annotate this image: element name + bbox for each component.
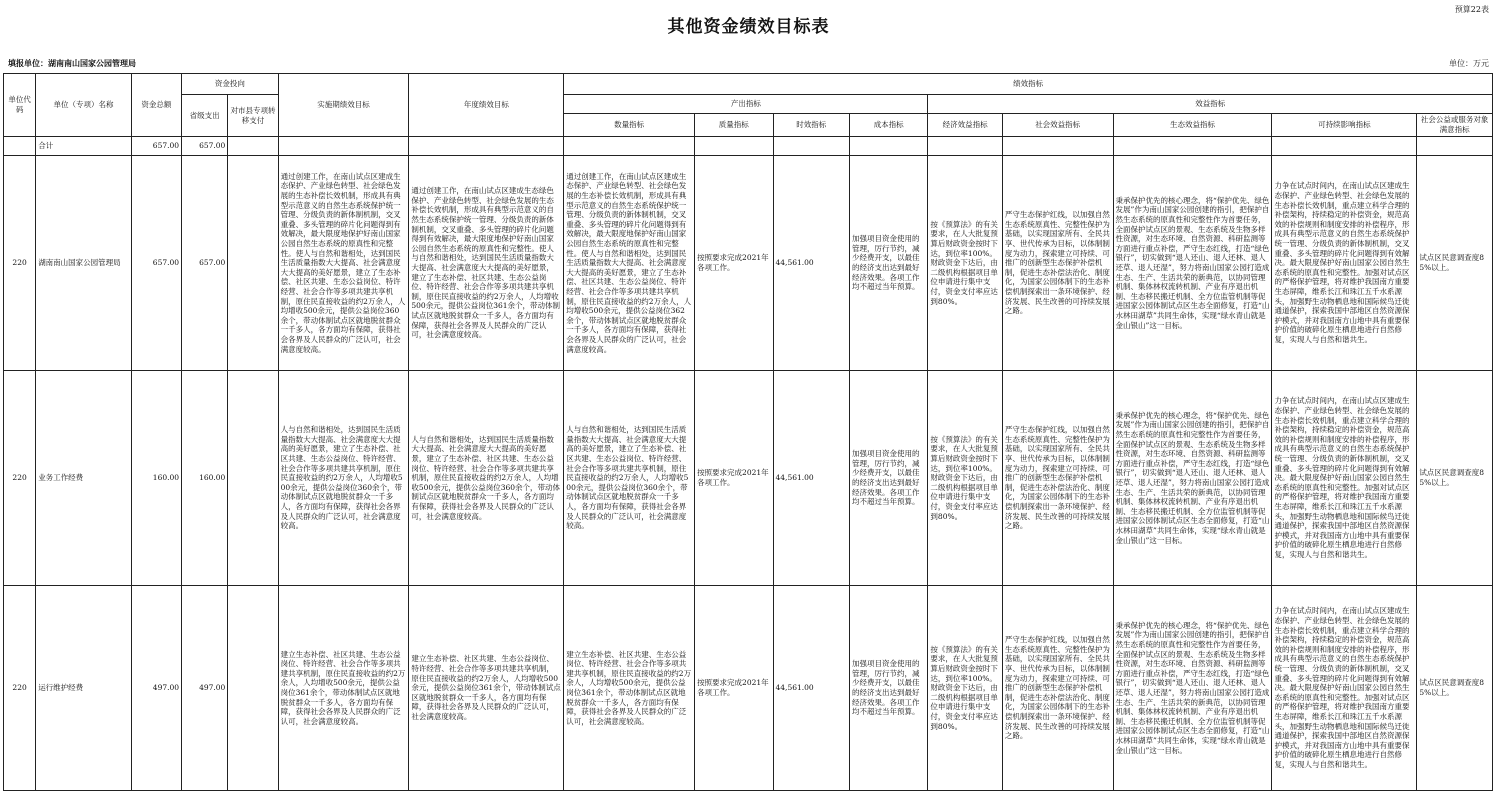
- header-timeliness: 时效指标: [773, 114, 849, 137]
- row-sustain: 力争在试点时间内，在南山试点区建成生态保护、产业绿色转型、社会绿色发展的生态补偿长效机制，重点建立科学合理的补偿架构，持续稳定的补偿资金，规范高效的补偿规则和制度安排的补偿程序，形成具有典型示范意义的自然生态系统保护统一管理、分级负责的新体制机制，交叉重叠、多头管理的碎片化问题得到有效解决。最大限度保护好南山国家公园自然生态系统的原真性和完整性。加强对试点区的严格保护管理，将对维护我国南方重要生态屏障，维系长江和珠江五千水系源头，加强野生动物栖息地和国际候鸟迁徙通道保护，探索我国中部地区自然资源保护模式，并对我国南方山地中具有重要保护价值的破碎化原生栖息地进行自然修复，实现人与自然和谐共生。: [1272, 156, 1417, 371]
- row-annual: 建立生态补偿、社区共建、生态公益岗位、特许经营、社会合作等多项共建共享机制，原住民直接收益的约2万余人，人均增收500余元，提供公益岗位361余个，带动体制试点区就地脱贫群众一千多人，各方面均有保障，获得社会各界及人民群众的广泛认可，社会满意度较高。: [409, 586, 564, 791]
- row-annual: 人与自然和谐相处，达到国民生活质量指数大大提高、社会满意度大大提高的美好愿景，建立了生态补偿、社区共建、生态公益岗位、特许经营、社会合作等多项共建共享机制，原住民直接收益的约2万余人，人均增收500余元，提供公益岗位360余个，带动体制试点区就地脱贫群众一千多人，各方面均有保障，获得社会各界及人民群众的广泛认可，社会满意度较高。: [409, 371, 564, 586]
- row-province: 160.00: [182, 371, 228, 586]
- header-economic: 经济效益指标: [928, 114, 1002, 137]
- page-number: 预算22表: [1454, 5, 1489, 14]
- row-timeliness: 44,561.00: [773, 371, 849, 586]
- total-code: [4, 137, 36, 156]
- row-social: 严守生态保护红线，以加强自然生态系统原真性、完整性保护为基础，以实现国家所有、全民共享、世代传承为目标，以体制制度为动力，探索建立可持续、可推广的创新型生态保护补偿机制，促进生态补偿法治化、制度化，为国家公园体制下的生态补偿机制探索出一条环境保护、经济发展、民生改善的可持续发展之路。: [1002, 156, 1113, 371]
- row-quantity: 建立生态补偿、社区共建、生态公益岗位、特许经营、社会合作等多项共建共享机制，原住民直接收益的约2万余人，人均增收500余元，提供公益岗位361余个，带动体制试点区就地脱贫群众一千多人，各方面均有保障，获得社会各界及人民群众的广泛认可，社会满意度较高。: [564, 586, 695, 791]
- row-cost: 加强项目资金使用的管理，厉行节约，减少经费开支，以最佳的经济支出达到最好经济效果。各项工作均不超过当年预算。: [849, 371, 927, 586]
- header-social: 社会效益指标: [1002, 114, 1113, 137]
- total-row: [4, 137, 1493, 156]
- header-invest: 资金投向: [182, 74, 279, 95]
- row-quality: 按照要求完成2021年各项工作。: [695, 156, 773, 371]
- fill-unit: 填报单位：湖南南山国家公园管理局: [8, 58, 136, 68]
- row-quality: 按照要求完成2021年各项工作。: [695, 371, 773, 586]
- row-sustain: 力争在试点时间内，在南山试点区建成生态保护、产业绿色转型、社会绿色发展的生态补偿长效机制，重点建立科学合理的补偿架构，持续稳定的补偿资金，规范高效的补偿规则和制度安排的补偿程序，形成具有典型示范意义的自然生态系统保护统一管理、分级负责的新体制机制，交叉重叠、多头管理的碎片化问题得到有效解决。最大限度保护好南山国家公园自然生态系统的原真性和完整性。加强对试点区的严格保护管理，将对维护我国南方重要生态屏障，维系长江和珠江五千水系源头，加强野生动物栖息地和国际候鸟迁徙通道保护，探索我国中部地区自然资源保护模式，并对我国南方山地中具有重要保护价值的破碎化原生栖息地进行自然修复，实现人与自然和谐共生。: [1272, 371, 1417, 586]
- row-total: 657.00: [131, 156, 181, 371]
- row-social: 严守生态保护红线，以加强自然生态系统原真性、完整性保护为基础，以实现国家所有、全民共享、世代传承为目标，以体制制度为动力，探索建立可持续、可推广的创新型生态保护补偿机制，促进生态补偿法治化、制度化，为国家公园体制下的生态补偿机制探索出一条环境保护、经济发展、民生改善的可持续发展之路。: [1002, 371, 1113, 586]
- row-total: 160.00: [131, 371, 181, 586]
- header-sustain: 可持续影响指标: [1272, 114, 1417, 137]
- row-ecological: 秉承保护优先的核心理念，将“保护优先、绿色发展”作为南山国家公园创建的指引，把保护自然生态系统的原真性和完整性作为首要任务，全面保护试点区的景观、生态系统及生物多样性资源，对生态环境、自然资源、科研监测等方面进行重点补偿，严守生态红线，打造“绿色银行”，切实做到“退人还山、退人还林、退人还草、退人还湿”，努力将南山国家公园打造成生态、生产、生活共荣的新典范，以协同管理机制、集体林权流转机制、产业有序退出机制、生态移民搬迁机制、全方位监管机制等促进国家公园体制试点区生态全面修复，打造“山水林田湖草”共同生命体，实现“绿水青山就是金山银山”这一目标。: [1113, 156, 1272, 371]
- table-row: [4, 586, 1493, 791]
- row-annual: 通过创建工作，在南山试点区建成生态绿色保护、产业绿色转型、社会绿色发展的生态补偿长效机制，形成具有典型示范意义的自然生态系统保护统一管理、分级负责的新体制机制，交叉重叠、多头管理的碎片化问题得到有效解决，最大限度地保护好南山国家公园自然生态系统的原真性和完整性。使人与自然和谐相处，达到国民生活质量指数大大提高、社会满意度大大提高的美好愿景，建立了生态补偿、社区共建、生态公益岗位、特许经营、社会合作等多项共建共享机制，原住民直接收益的约2万余人，人均增收500余元，提供公益岗位361余个，带动体制试点区就地脱贫群众一千多人，各方面均有保障，获得社会各界及人民群众的广泛认可，社会满意度较高。: [409, 156, 564, 371]
- total-label: 合计: [36, 137, 132, 156]
- row-satisfaction: 试点区民意调查度85%以上。: [1417, 156, 1493, 371]
- row-implement: 通过创建工作，在南山试点区建成生态保护、产业绿色转型、社会绿色发展的生态补偿长效机制，形成具有典型示范意义的自然生态系统保护统一管理、分级负责的新体制机制，交叉重叠、多头管理的碎片化问题得到有效解决，最大限度地保护好南山国家公园自然生态系统的原真性和完整性。使人与自然和谐相处，达到国民生活质量指数大大提高、社会满意度大大提高的美好愿景，建立了生态补偿、社区共建、生态公益岗位、特许经营、社会合作等多项共建共享机制，原住民直接收益的约2万余人，人均增收500余元，提供公益岗位360余个，带动体制试点区就地脱贫群众一千多人，各方面均有保障，获得社会各界及人民群众的广泛认可，社会满意度较高。: [278, 156, 409, 371]
- row-province: 657.00: [182, 156, 228, 371]
- row-total: 497.00: [131, 586, 181, 791]
- page-title: 其他资金绩效目标表: [667, 17, 830, 37]
- row-quantity: 人与自然和谐相处，达到国民生活质量指数大大提高、社会满意度大大提高的美好愿景，建立了生态补偿、社区共建、生态公益岗位、特许经营、社会合作等多项共建共享机制，原住民直接收益的约2万余人，人均增收500余元，提供公益岗位360余个，带动体制试点区就地脱贫群众一千多人，各方面均有保障，获得社会各界及人民群众的广泛认可，社会满意度较高。: [564, 371, 695, 586]
- row-transfer: [228, 586, 278, 791]
- header-satisfaction: 社会公益或服务对象满意指标: [1417, 114, 1493, 137]
- header-total: 资金总额: [131, 74, 181, 137]
- row-timeliness: 44,561.00: [773, 156, 849, 371]
- total-amount: 657.00: [131, 137, 181, 156]
- row-satisfaction: 试点区民意调查度85%以上。: [1417, 586, 1493, 791]
- header-cost: 成本指标: [849, 114, 927, 137]
- row-implement: 建立生态补偿、社区共建、生态公益岗位、特许经营、社会合作等多项共建共享机制，原住民直接收益的约2万余人，人均增收500余元，提供公益岗位361余个，带动体制试点区就地脱贫群众一千多人，各方面均有保障，获得社会各界及人民群众的广泛认可，社会满意度较高。: [278, 586, 409, 791]
- row-social: 严守生态保护红线，以加强自然生态系统原真性、完整性保护为基础，以实现国家所有、全民共享、世代传承为目标，以体制制度为动力，探索建立可持续、可推广的创新型生态保护补偿机制，促进生态补偿法治化、制度化，为国家公园体制下的生态补偿机制探索出一条环境保护、经济发展、民生改善的可持续发展之路。: [1002, 586, 1113, 791]
- row-code: 220: [4, 371, 36, 586]
- row-transfer: [228, 371, 278, 586]
- header-annual: 年度绩效目标: [409, 74, 564, 137]
- table-row: [4, 371, 1493, 586]
- money-unit: 单位：万元: [1449, 59, 1489, 68]
- header-code: 单位代码: [4, 74, 36, 137]
- row-cost: 加强项目资金使用的管理，厉行节约，减少经费开支，以最佳的经济支出达到最好经济效果。各项工作均不超过当年预算。: [849, 586, 927, 791]
- row-quality: 按照要求完成2021年各项工作。: [695, 586, 773, 791]
- header-quantity: 数量指标: [564, 114, 695, 137]
- row-timeliness: 44,561.00: [773, 586, 849, 791]
- header-implement: 实施期绩效目标: [278, 74, 409, 137]
- header-transfer: 对市县专项转移支付: [228, 95, 278, 137]
- performance-table: [3, 73, 1493, 791]
- row-name: 运行维护经费: [36, 586, 132, 791]
- header-province: 省级支出: [182, 95, 228, 137]
- row-name: 湖南南山国家公园管理局: [36, 156, 132, 371]
- row-economic: 按《预算法》的有关要求，在人大批复预算后财政资金按时下达，到位率100%。财政资金下达后，由二级机构根据项目单位申请进行集中支付，资金支付率应达到80%。: [928, 371, 1002, 586]
- row-quantity: 通过创建工作，在南山试点区建成生态保护、产业绿色转型、社会绿色发展的生态补偿长效机制，形成具有典型示范意义的自然生态系统保护统一管理、分级负责的新体制机制，交叉重叠、多头管理的碎片化问题得到有效解决，最大限度地保护好南山国家公园自然生态系统的原真性和完整性。使人与自然和谐相处，达到国民生活质量指数大大提高、社会满意度大大提高的美好愿景，建立了生态补偿、社区共建、生态公益岗位、特许经营、社会合作等多项共建共享机制，原住民直接收益的约2万余人，人均增收500余元，提供公益岗位362余个，带动体制试点区就地脱贫群众一千多人，各方面均有保障，获得社会各界及人民群众的广泛认可，社会满意度较高。: [564, 156, 695, 371]
- row-satisfaction: 试点区民意调查度85%以上。: [1417, 371, 1493, 586]
- header-quality: 质量指标: [695, 114, 773, 137]
- header-benefit: 效益指标: [928, 95, 1493, 114]
- row-ecological: 秉承保护优先的核心理念，将“保护优先、绿色发展”作为南山国家公园创建的指引，把保护自然生态系统的原真性和完整性作为首要任务，全面保护试点区的景观、生态系统及生物多样性资源，对生态环境、自然资源、科研监测等方面进行重点补偿，严守生态红线，打造“绿色银行”，切实做到“退人还山、退人还林、退人还草、退人还湿”，努力将南山国家公园打造成生态、生产、生活共荣的新典范，以协同管理机制、集体林权流转机制、产业有序退出机制、生态移民搬迁机制、全方位监管机制等促进国家公园体制试点区生态全面修复，打造“山水林田湖草”共同生命体，实现“绿水青山就是金山银山”这一目标。: [1113, 586, 1272, 791]
- header-name: 单位（专项）名称: [36, 74, 132, 137]
- row-transfer: [228, 156, 278, 371]
- row-sustain: 力争在试点时间内，在南山试点区建成生态保护、产业绿色转型、社会绿色发展的生态补偿长效机制，重点建立科学合理的补偿架构，持续稳定的补偿资金，规范高效的补偿规则和制度安排的补偿程序，形成具有典型示范意义的自然生态系统保护统一管理、分级负责的新体制机制，交叉重叠、多头管理的碎片化问题得到有效解决。最大限度保护好南山国家公园自然生态系统的原真性和完整性。加强对试点区的严格保护管理，将对维护我国南方重要生态屏障，维系长江和珠江五千水系源头，加强野生动物栖息地和国际候鸟迁徙通道保护，探索我国中部地区自然资源保护模式，并对我国南方山地中具有重要保护价值的破碎化原生栖息地进行自然修复，实现人与自然和谐共生。: [1272, 586, 1417, 791]
- row-cost: 加强项目资金使用的管理，厉行节约，减少经费开支，以最佳的经济支出达到最好经济效果。各项工作均不超过当年预算。: [849, 156, 927, 371]
- header-output: 产出指标: [564, 95, 928, 114]
- header-perf: 绩效指标: [564, 74, 1493, 95]
- table-row: [4, 156, 1493, 371]
- row-economic: 按《预算法》的有关要求，在人大批复预算后财政资金按时下达，到位率100%。财政资金下达后，由二级机构根据项目单位申请进行集中支付，资金支付率应达到80%。: [928, 586, 1002, 791]
- row-economic: 按《预算法》的有关要求，在人大批复预算后财政资金按时下达，到位率100%。财政资金下达后，由二级机构根据项目单位申请进行集中支付，资金支付率应达到80%。: [928, 156, 1002, 371]
- header-ecological: 生态效益指标: [1113, 114, 1272, 137]
- total-province: 657.00: [182, 137, 228, 156]
- row-implement: 人与自然和谐相处，达到国民生活质量指数大大提高、社会满意度大大提高的美好愿景，建立了生态补偿、社区共建、生态公益岗位、特许经营、社会合作等多项共建共享机制，原住民直接收益的约2万余人，人均增收500余元，提供公益岗位360余个，带动体制试点区就地脱贫群众一千多人，各方面均有保障，获得社会各界及人民群众的广泛认可，社会满意度较高。: [278, 371, 409, 586]
- row-code: 220: [4, 586, 36, 791]
- row-name: 业务工作经费: [36, 371, 132, 586]
- row-province: 497.00: [182, 586, 228, 791]
- row-code: 220: [4, 156, 36, 371]
- row-ecological: 秉承保护优先的核心理念，将“保护优先、绿色发展”作为南山国家公园创建的指引，把保护自然生态系统的原真性和完整性作为首要任务，全面保护试点区的景观、生态系统及生物多样性资源，对生态环境、自然资源、科研监测等方面进行重点补偿，严守生态红线，打造“绿色银行”，切实做到“退人还山、退人还林、退人还草、退人还湿”，努力将南山国家公园打造成生态、生产、生活共荣的新典范，以协同管理机制、集体林权流转机制、产业有序退出机制、生态移民搬迁机制、全方位监管机制等促进国家公园体制试点区生态全面修复，打造“山水林田湖草”共同生命体，实现“绿水青山就是金山银山”这一目标。: [1113, 371, 1272, 586]
